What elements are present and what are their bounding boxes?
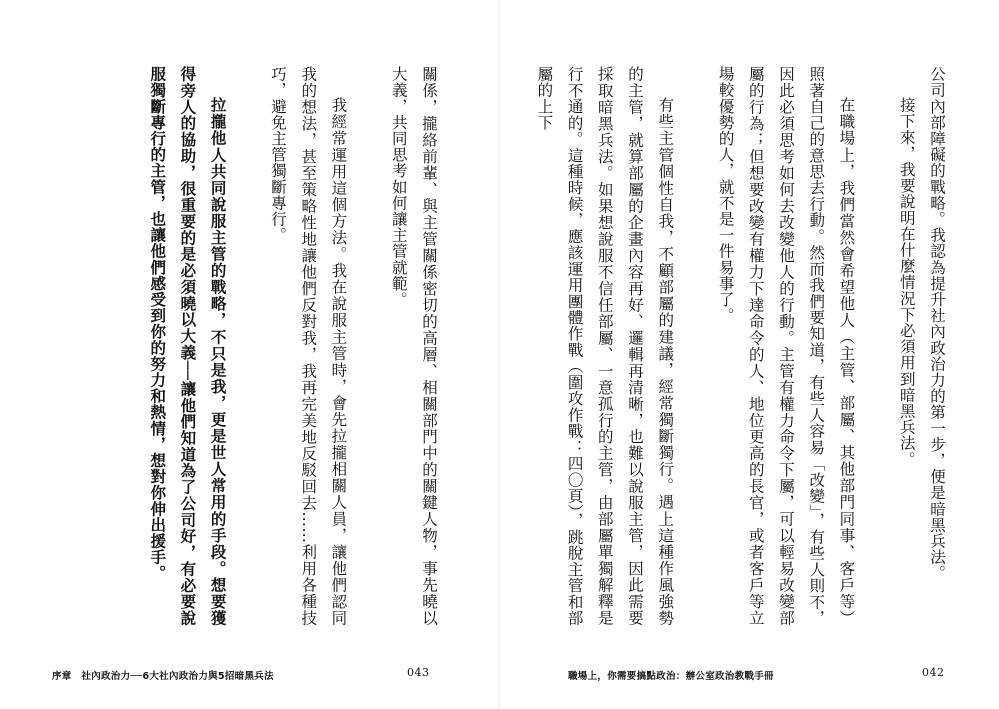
paragraph-spacer xyxy=(861,66,891,626)
body-text-042 xyxy=(535,66,952,626)
paragraph-spacer xyxy=(680,66,710,626)
gutter-divider xyxy=(499,0,500,709)
paragraph-spacer xyxy=(233,66,263,626)
paragraph: 在職場上，我們當然會希望他人（主管、部屬、其他部門同事、客戶等）照著自己的意思去行動。然而我們要知道，有些人容易「改變」，有些人則不，因此必須思考如何去改變他人的行動。主管有權力命令下屬，可以輕易改變部屬的行為；但想要改變有權力下達命令的人、地位更高的長官，或者客戶等立場較優勢的人，就不是一件易事了。 xyxy=(716,66,856,626)
paragraph: 公司內部障礙的戰略。我認為提升社內政治力的第一步，便是暗黑兵法。 xyxy=(928,66,946,582)
paragraph: 接下來，我要說明在什麼情況下必須用到暗黑兵法。 xyxy=(897,97,916,468)
paragraph-emphasis: 拉攏他人共同說服主管的戰略，不只是我，更是世人常用的手段。想要獲得旁人的協助，很重要的是必須曉以大義──讓他們知道為了公司好，有必要說服獨斷專行的主管，也讓他們感受到你的努力和熱情，想對你伸出援手。 xyxy=(148,66,228,626)
paragraph: 關係，攏絡前輩、與主管關係密切的高層、相關部門中的關鍵人物，事先曉以大義，共同思考如何讓主管就範。 xyxy=(389,66,438,626)
page-number: 043 xyxy=(407,666,430,679)
paragraph-spacer xyxy=(353,66,383,626)
running-footer: 序章 社內政治力──6大社內政治力與5招暗黑兵法 xyxy=(52,671,274,682)
paragraph: 有些主管個性自我，不顧部屬的建議，經常獨斷獨行。遇上這種作風強勢的主管，就算部屬的企畫內容再好、邏輯再清晰，也難以說服主管，因此需要採取暗黑兵法。如果想說服不信任部屬、一意孤行的主管，由部屬單獨解釋是行不通的。這種時候，應該運用團體作戰（圍攻作戰：四〇頁），跳脫主管和部屬的上下 xyxy=(535,66,675,626)
page-042 xyxy=(500,0,999,709)
body-text-043 xyxy=(80,66,444,626)
page-043 xyxy=(0,0,499,709)
running-footer: 職場上，你需要搞點政治：辦公室政治教戰手冊 xyxy=(568,671,774,682)
paragraph: 我經常運用這個方法。我在說服主管時，會先拉攏相關人員，讓他們認同我的想法，甚至策略性地讓他們反對我，我再完美地反駁回去……利用各種技巧，避免主管獨斷專行。 xyxy=(269,66,348,626)
page-number: 042 xyxy=(922,666,945,679)
